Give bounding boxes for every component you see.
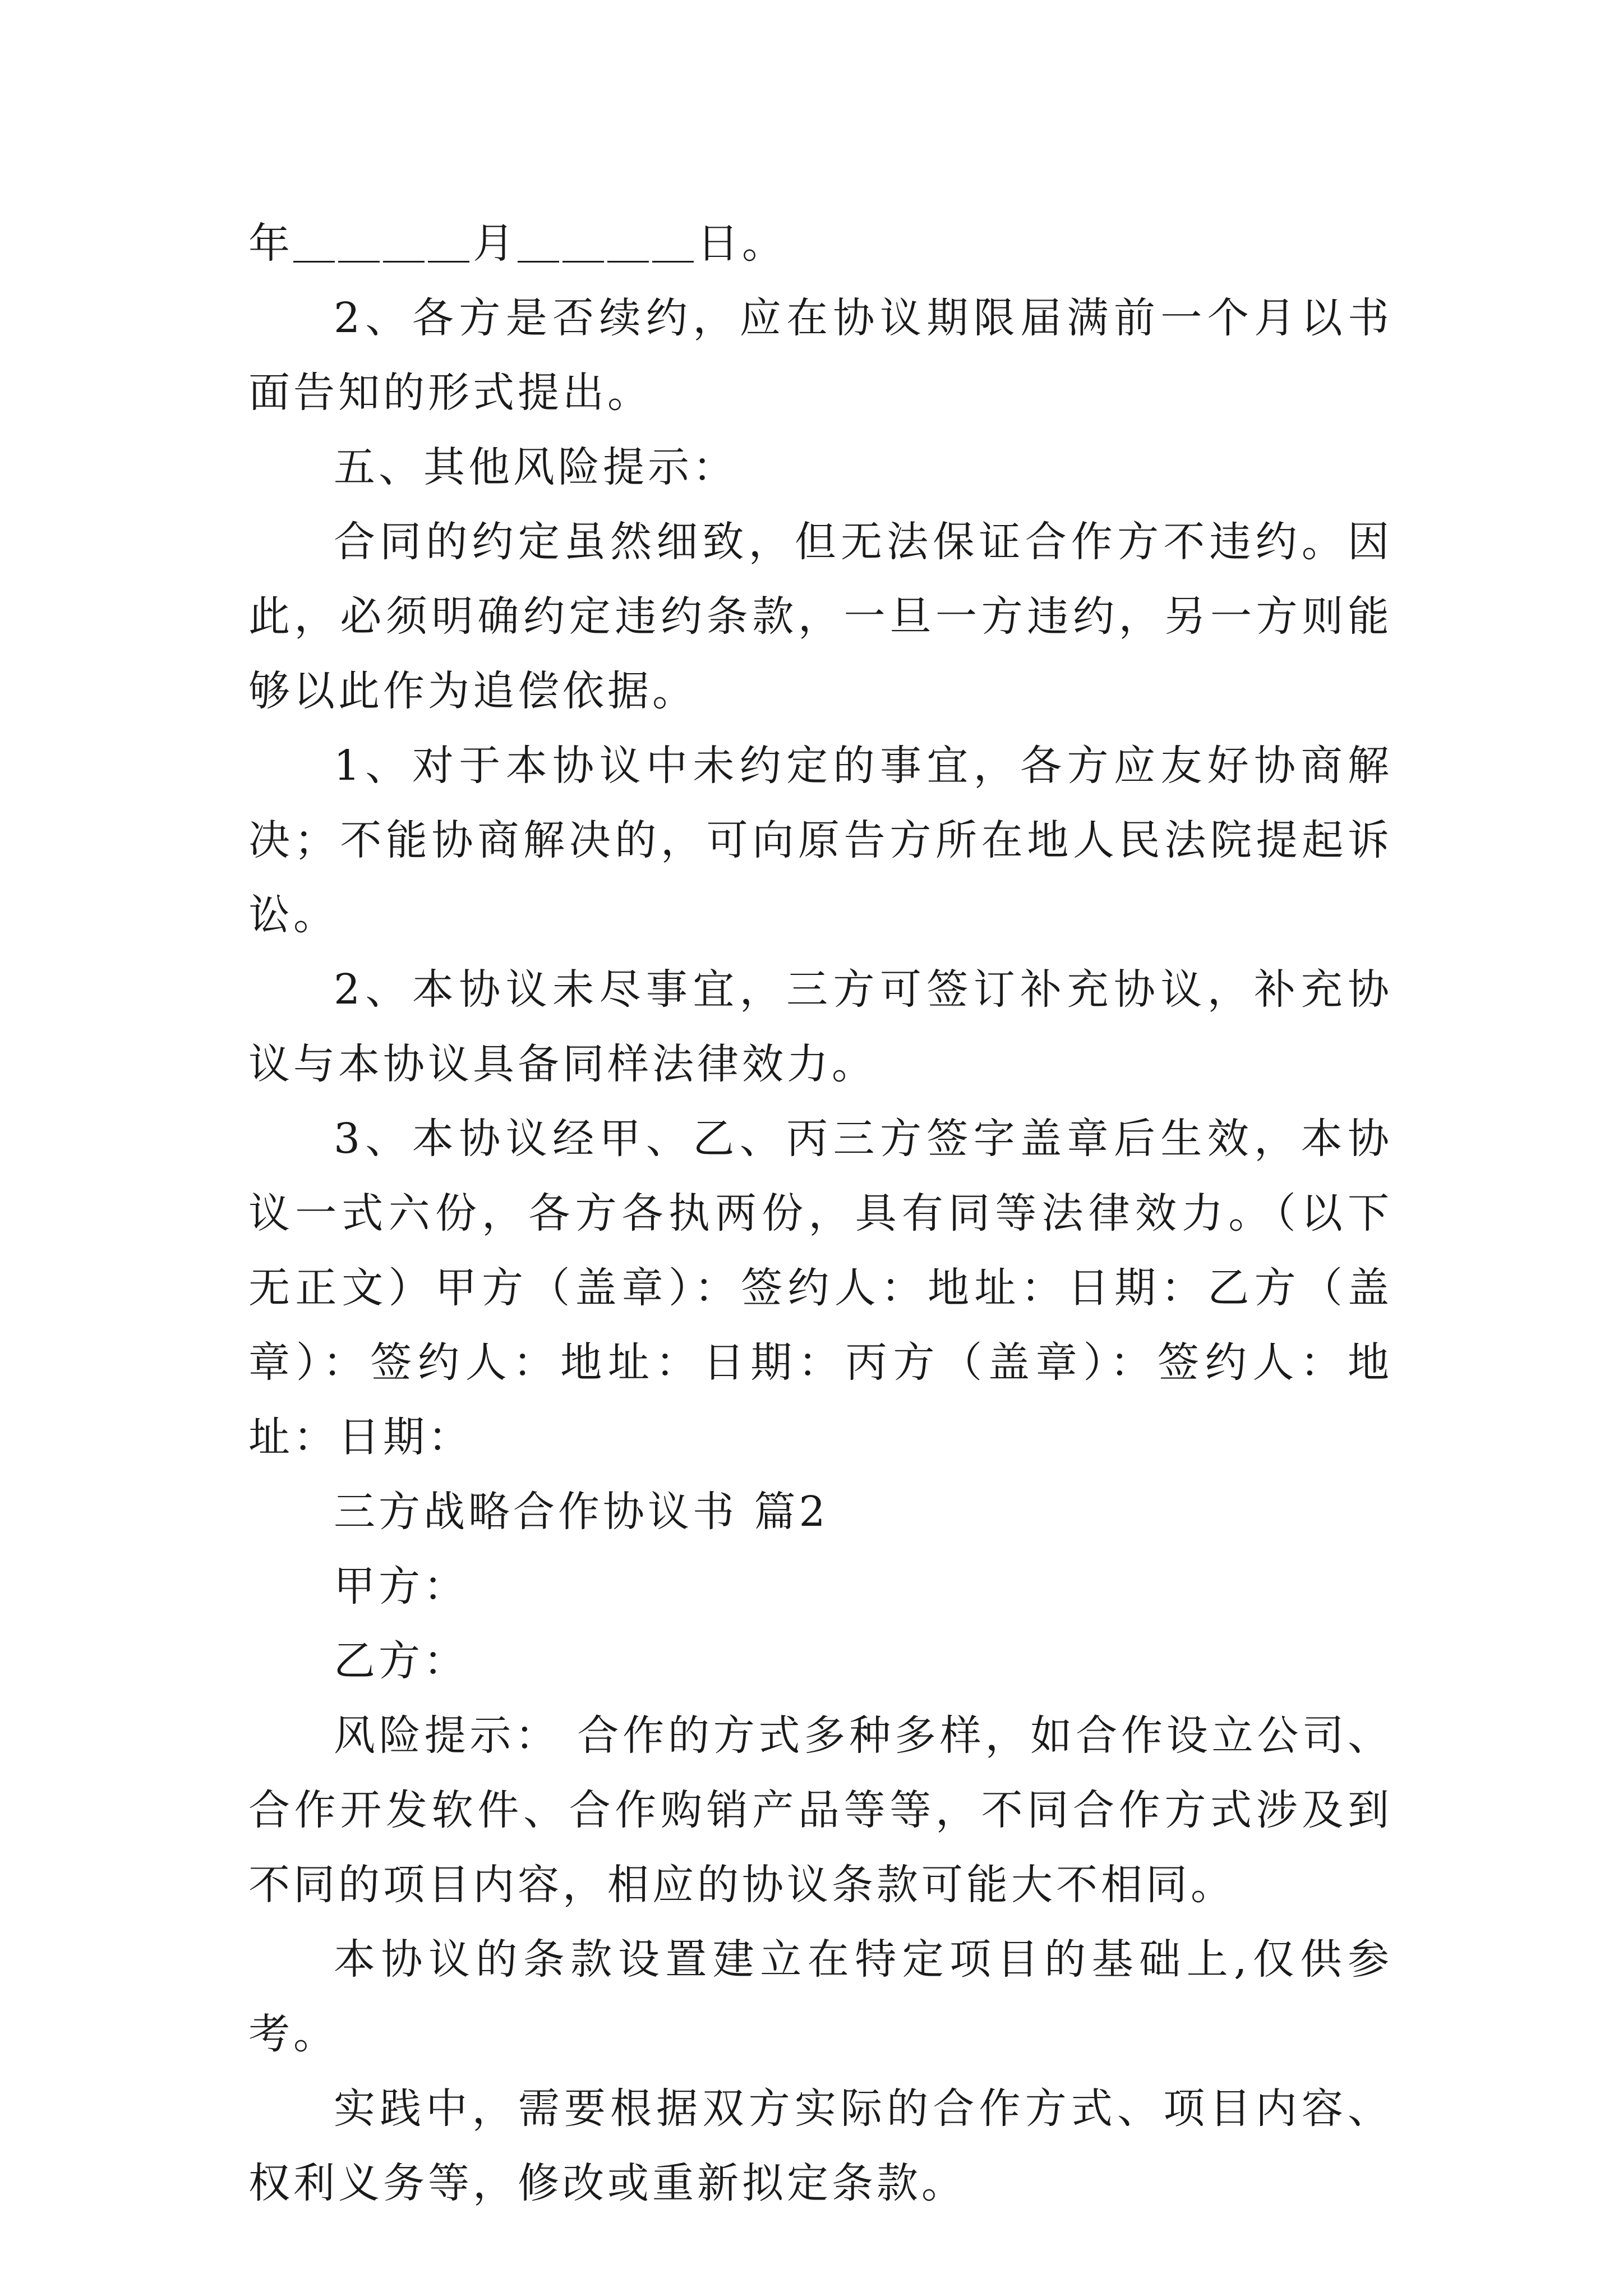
document-body (248, 206, 1393, 2221)
paragraph-clause-2: 2、本协议未尽事宜，三方可签订补充协议，补充协议与本协议具备同样法律效力。 (248, 965, 1393, 1088)
paragraph-risk-notice: 风险提示： 合作的方式多种多样，如合作设立公司、合作开发软件、合作购销产品等等，不同合作方式涉及到不同的项目内容，相应的协议条款可能大不相同。 (248, 1711, 1393, 1909)
date-line: 年＿＿＿＿月＿＿＿＿日。 (248, 219, 787, 268)
paragraph-clause-1: 1、对于本协议中未约定的事宜，各方应友好协商解决；不能协商解决的，可向原告方所在地人民法院提起诉讼。 (248, 742, 1393, 939)
paragraph-practice-note: 实践中，需要根据双方实际的合作方式、项目内容、权利义务等，修改或重新拟定条款。 (248, 2085, 1393, 2207)
party-b-label: 乙方： (334, 1637, 468, 1685)
paragraph-renewal: 2、各方是否续约，应在协议期限届满前一个月以书面告知的形式提出。 (248, 294, 1393, 417)
section-heading-other-risks: 五、其他风险提示： (334, 443, 737, 491)
paragraph-clause-3: 3、本协议经甲、乙、丙三方签字盖章后生效，本协议一式六份，各方各执两份，具有同等法律效力。（以下无正文）甲方（盖章）：签约人：地址：日期：乙方（盖章）：签约人：地址：日期：丙方（盖章）：签约人：地址：日期： (248, 1115, 1393, 1461)
paragraph-breach-note: 合同的约定虽然细致，但无法保证合作方不违约。因此，必须明确约定违约条款，一旦一方违约，另一方则能够以此作为追偿依据。 (248, 518, 1393, 715)
paragraph-reference-note: 本协议的条款设置建立在特定项目的基础上,仅供参考。 (248, 1935, 1393, 2058)
section-title-part-2: 三方战略合作协议书 篇2 (334, 1488, 829, 1536)
party-a-label: 甲方： (334, 1562, 468, 1611)
